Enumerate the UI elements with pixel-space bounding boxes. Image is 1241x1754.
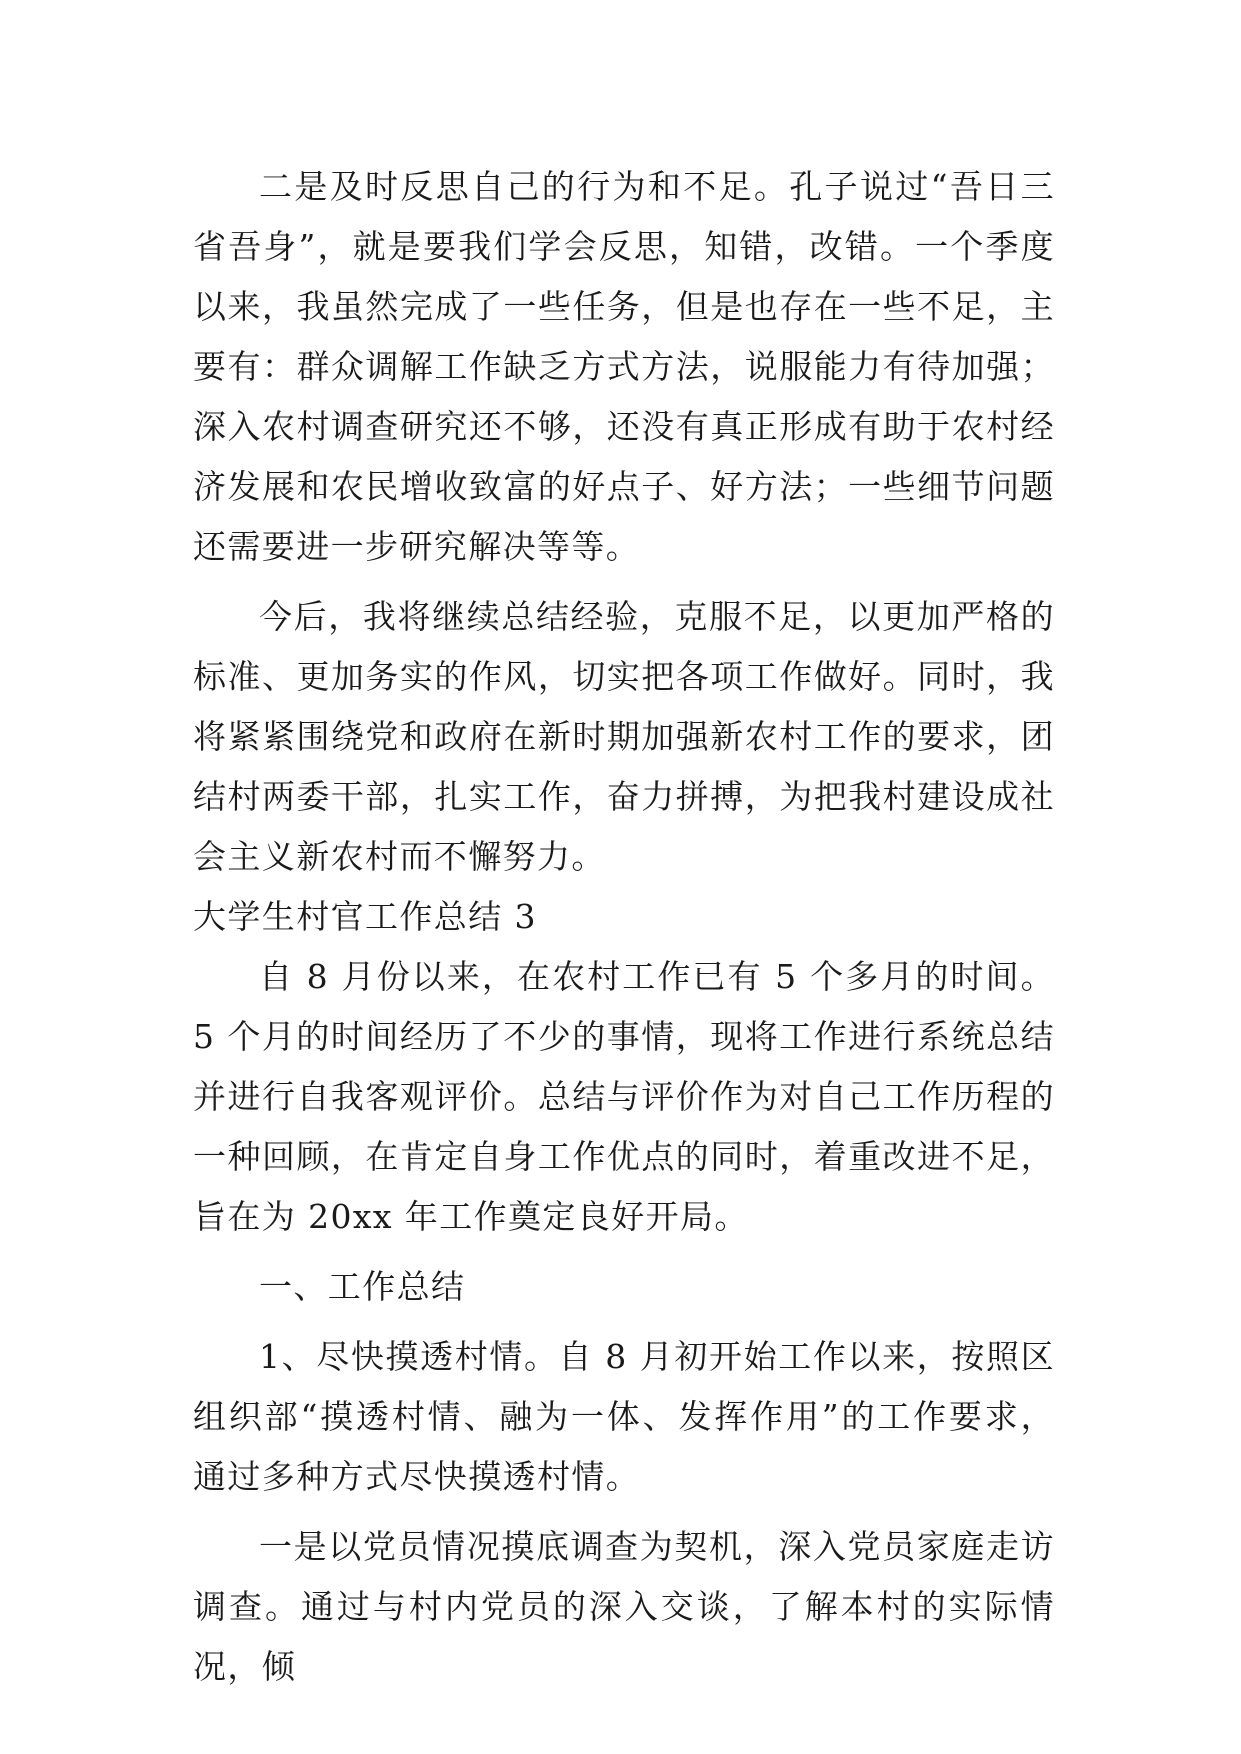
- paragraph-intro: 自 8 月份以来，在农村工作已有 5 个多月的时间。5 个月的时间经历了不少的事情，现将工作进行系统总结并进行自我客观评价。总结与评价作为对自己工作历程的一种回顾，在肯定自身工作优点的同时，着重改进不足，旨在为 20xx 年工作奠定良好开局。: [193, 957, 1055, 1236]
- paragraph-item-1: 1、尽快摸透村情。自 8 月初开始工作以来，按照区组织部“摸透村情、融为一体、发挥作用”的工作要求，通过多种方式尽快摸透村情。: [193, 1337, 1055, 1496]
- paragraph-gap: [193, 1247, 1055, 1257]
- paragraph-gap: [193, 1507, 1055, 1517]
- section-title: 大学生村官工作总结 3: [193, 897, 537, 936]
- document-body: [193, 157, 1055, 1697]
- subsection-title: 一、工作总结: [259, 1267, 466, 1306]
- paragraph-gap: [193, 577, 1055, 587]
- paragraph-gap: [193, 1317, 1055, 1327]
- paragraph-reflection: 二是及时反思自己的行为和不足。孔子说过“吾日三省吾身”，就是要我们学会反思，知错，改错。一个季度以来，我虽然完成了一些任务，但是也存在一些不足，主要有：群众调解工作缺乏方式方法，说服能力有待加强；深入农村调查研究还不够，还没有真正形成有助于农村经济发展和农民增收致富的好点子、好方法；一些细节问题还需要进一步研究解决等等。: [193, 167, 1055, 566]
- paragraph-future-plan: 今后，我将继续总结经验，克服不足，以更加严格的标准、更加务实的作风，切实把各项工作做好。同时，我将紧紧围绕党和政府在新时期加强新农村工作的要求，团结村两委干部，扎实工作，奋力拼搏，为把我村建设成社会主义新农村而不懈努力。: [193, 597, 1055, 876]
- paragraph-item-1-detail: 一是以党员情况摸底调查为契机，深入党员家庭走访调查。通过与村内党员的深入交谈，了解本村的实际情况，倾: [193, 1527, 1055, 1686]
